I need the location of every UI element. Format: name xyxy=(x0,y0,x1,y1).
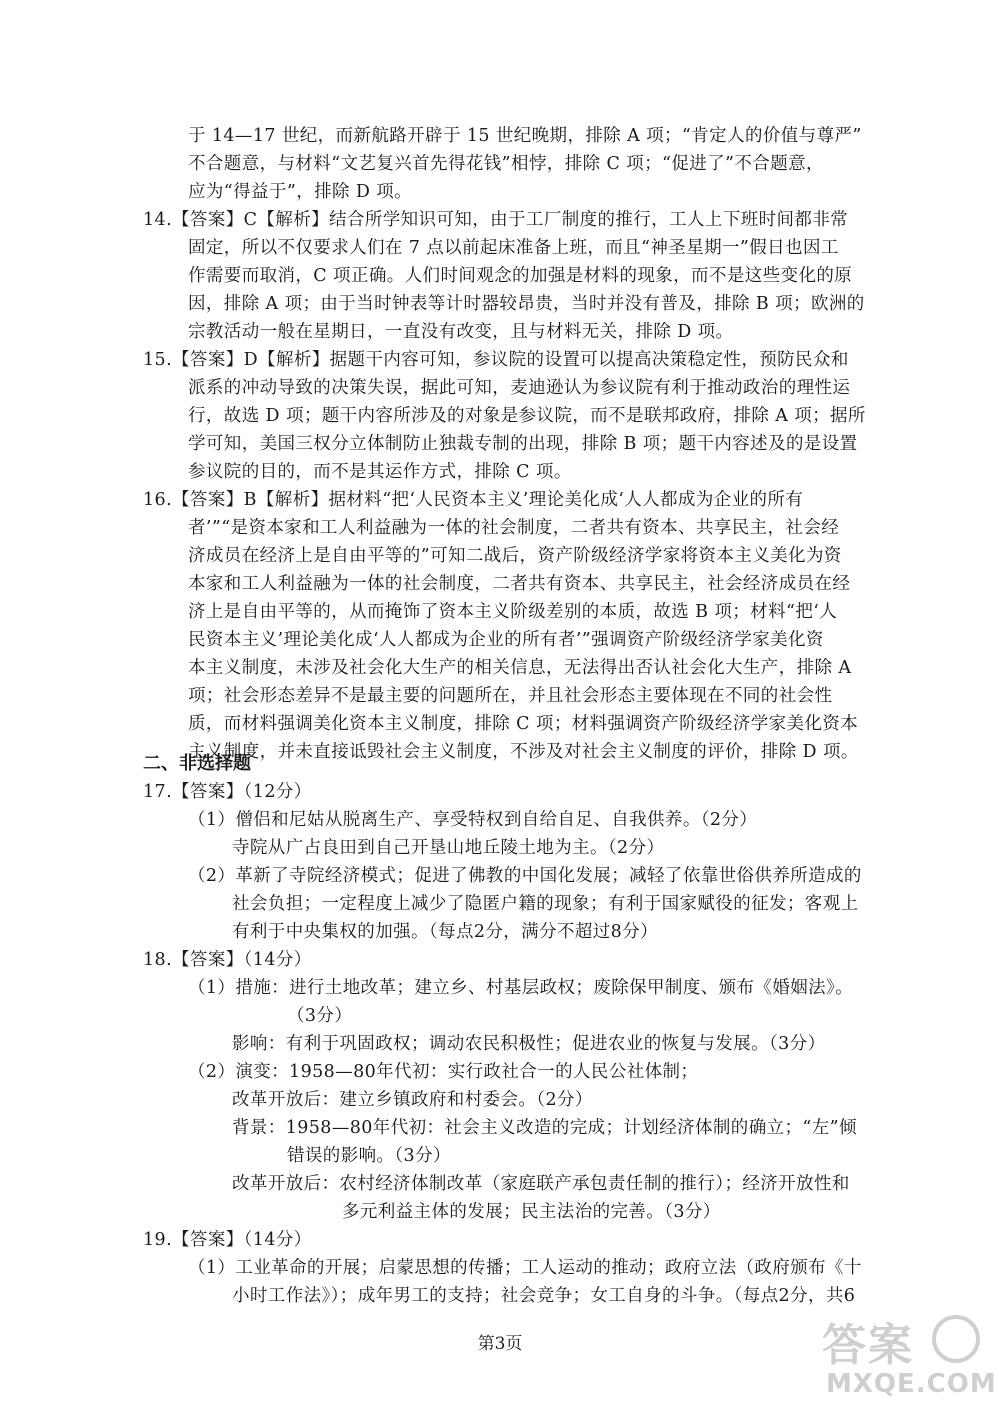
q19-part1-line2: 小时工作法》）；成年男工的支持；社会竞争；女工自身的斗争。（每点2分，共6 xyxy=(232,1286,856,1306)
q16-line-9: 质，而材料强调美化资本主义制度，排除 C 项；材料强调资产阶级经济学家美化资本 xyxy=(188,714,859,734)
q15-line-3: 行，故选 D 项；题干内容所涉及的对象是参议院，而不是联邦政府，排除 A 项；据所 xyxy=(188,406,866,426)
q14-line-2: 固定，所以不仅要求人们在 7 点以前起床准备上班，而且“神圣星期一”假日也因工 xyxy=(188,238,839,258)
q14-line-4: 因，排除 A 项；由于当时钟表等计时器较昂贵，当时并没有普及，排除 B 项；欧洲的 xyxy=(188,294,865,314)
q13-line-2: 不合题意，与材料“文艺复兴首先得花钱”相悖，排除 C 项；“促进了”不合题意， xyxy=(188,154,824,174)
q18-part2-reform: 改革开放后：建立乡镇政府和村委会。（2分） xyxy=(232,1090,593,1110)
q17-part2-line1: （2）革新了寺院经济模式；促进了佛教的中国化发展；减轻了依靠世俗供养所造成的 xyxy=(188,866,862,886)
q13-line-1: 于 14—17 世纪，而新航路开辟于 15 世纪晚期，排除 A 项；“肯定人的价值与尊严” xyxy=(188,126,862,146)
q17-part2-line3: 有利于中央集权的加强。（每点2分，满分不超过8分） xyxy=(232,922,659,942)
section-2-heading: 二、非选择题 xyxy=(143,753,251,774)
q14-line-1: 14.【答案】C【解析】结合所学知识可知，由于工厂制度的推行，工人上下班时间都非常 xyxy=(143,210,849,230)
q16-line-7: 本主义制度，未涉及社会化大生产的相关信息，无法得出否认社会化大生产，排除 A xyxy=(188,658,852,678)
q13-line-3: 应为“得益于”，排除 D 项。 xyxy=(188,182,413,202)
q16-line-4: 本家和工人利益融为一体的社会制度，二者共有资本、共享民主，社会经济成员在经 xyxy=(188,574,851,594)
q14-line-5: 宗教活动一般在星期日，一直没有改变，且与材料无关，排除 D 项。 xyxy=(188,322,734,342)
q15-line-5: 参议院的目的，而不是其运作方式，排除 C 项。 xyxy=(188,462,572,482)
q16-line-6: 民资本主义’理论美化成‘人人都成为企业的所有者’”强调资产阶级经济学家美化资 xyxy=(188,630,824,650)
q17-part1-line1: （1）僧侣和尼姑从脱离生产、享受特权到自给自足、自我供养。（2分） xyxy=(188,810,758,830)
q18-part2-background-2: 错误的影响。（3分） xyxy=(287,1146,451,1166)
q17-header: 17.【答案】（12分） xyxy=(143,782,312,802)
q16-line-10: 主义制度，并未直接诋毁社会主义制度，不涉及对社会主义制度的评价，排除 D 项。 xyxy=(188,742,859,762)
q18-part1-measures: （1）措施：进行土地改革；建立乡、村基层政权；废除保甲制度、颁布《婚姻法》。 xyxy=(188,978,854,998)
watermark-url: MXQE.COM xyxy=(826,1369,997,1399)
q18-header: 18.【答案】（14分） xyxy=(143,950,312,970)
q18-part2-reform-bg-2: 多元利益主体的发展；民主法治的完善。（3分） xyxy=(342,1202,721,1222)
q17-part2-line2: 社会负担；一定程度上减少了隐匿户籍的现象；有利于国家赋役的征发；客观上 xyxy=(232,894,859,914)
q16-line-2: 者’”“是资本家和工人利益融为一体的社会制度，二者共有资本、共享民主，社会经 xyxy=(188,518,840,538)
q16-line-5: 济上是自由平等的，从而掩饰了资本主义阶级差别的本质，故选 B 项；材料“把‘人 xyxy=(188,602,838,622)
q16-line-3: 济成员在经济上是自由平等的”可知二战后，资产阶级经济学家将资本主义美化为资 xyxy=(188,546,842,566)
q17-part1-line2: 寺院从广占良田到自己开垦山地丘陵土地为主。（2分） xyxy=(232,838,665,858)
q18-part1-measures-score: （3分） xyxy=(287,1006,353,1026)
q18-part2-evolution: （2）演变：1958—80年代初：实行政社合一的人民公社体制； xyxy=(188,1062,699,1082)
q19-part1-line1: （1）工业革命的开展；启蒙思想的传播；工人运动的推动；政府立法（政府颁布《十 xyxy=(188,1258,862,1278)
q18-part1-impact: 影响：有利于巩固政权；调动农民积极性；促进农业的恢复与发展。（3分） xyxy=(232,1034,826,1054)
watermark-logo xyxy=(822,1309,997,1404)
q15-line-4: 学可知，美国三权分立体制防止独裁专制的出现，排除 B 项；题干内容述及的是设置 xyxy=(188,434,858,454)
page-number: 第3页 xyxy=(477,1334,523,1354)
q19-header: 19.【答案】（14分） xyxy=(143,1230,312,1250)
q18-part2-reform-bg: 改革开放后：农村经济体制改革（家庭联产承包责任制的推行）；经济开放性和 xyxy=(232,1174,850,1194)
q14-line-3: 作需要而取消，C 项正确。人们时间观念的加强是材料的现象，而不是这些变化的原 xyxy=(188,266,853,286)
q15-line-2: 派系的冲动导致的决策失误，据此可知，麦迪逊认为参议院有利于推动政治的理性运 xyxy=(188,378,851,398)
watermark-circle-icon xyxy=(932,1315,980,1363)
watermark-text: 答案 xyxy=(822,1320,914,1371)
q16-line-8: 项；社会形态差异不是最主要的问题所在，并且社会形态主要体现在不同的社会性 xyxy=(188,686,833,706)
q16-line-1: 16.【答案】B【解析】据材料“把‘人民资本主义’理论美化成‘人人都成为企业的所有 xyxy=(143,490,804,510)
q18-part2-background: 背景：1958—80年代初：社会主义改造的完成；计划经济体制的确立；“左”倾 xyxy=(232,1118,857,1138)
q15-line-1: 15.【答案】D【解析】据题干内容可知，参议院的设置可以提高决策稳定性，预防民众和 xyxy=(143,350,849,370)
